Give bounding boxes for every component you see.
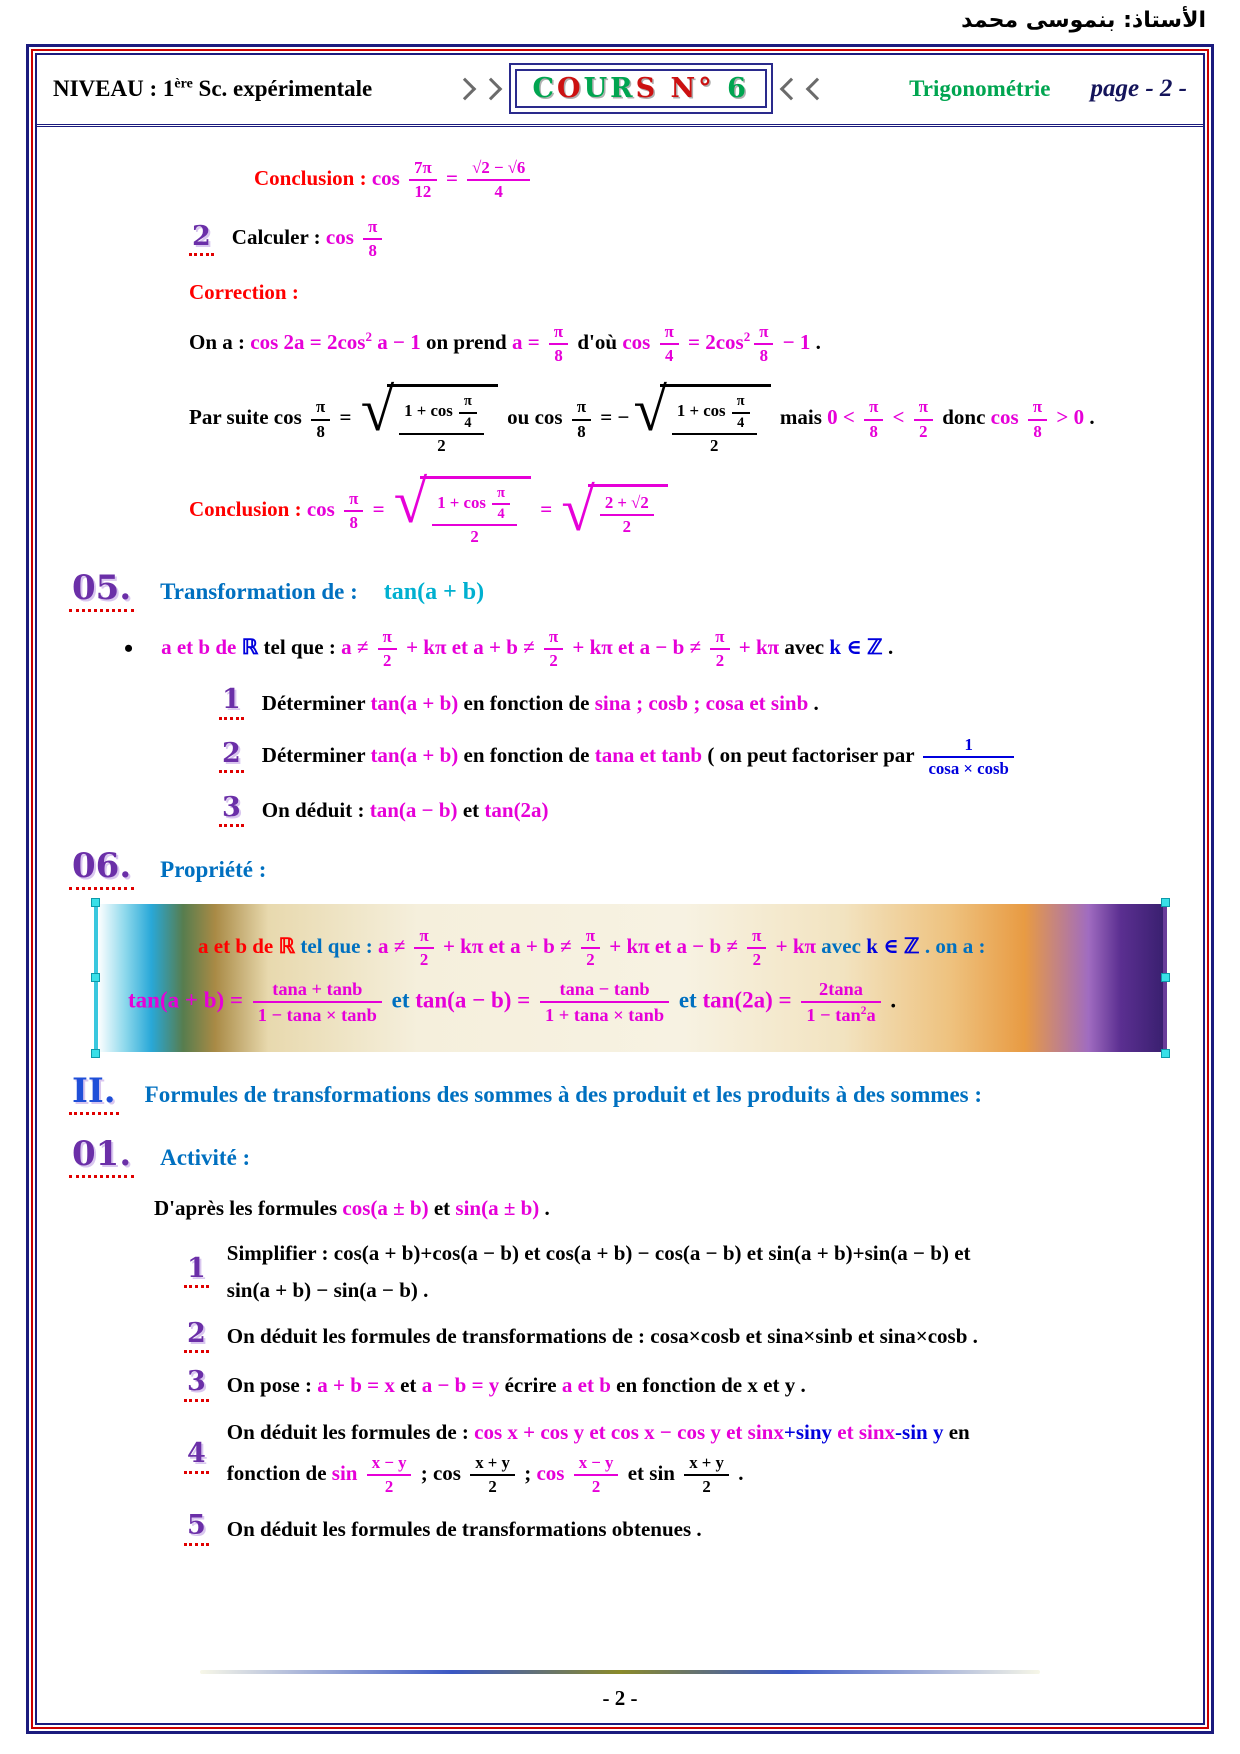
bullet-icon: • [124,634,134,664]
niveau-prefix: NIVEAU : 1 [53,75,175,101]
section-title: Formules de transformations des sommes à des produit et les produits à des sommes : [144,1082,983,1108]
section-number: 06. [69,849,134,890]
niveau-label [53,76,372,102]
deduit-formules-line-1: On déduit les formules de : cos x + cos y et cos x − cos y et sinx+siny et sinx-sin y en [226,1419,970,1444]
item-number: 4 [184,1440,209,1473]
item-number: 1 [219,686,244,719]
section-title: Transformation de : [160,579,358,605]
on-a-line: On a : $\cos 2a = 2\cos^2$ a − 1 on prend a = $\frac{\pi}{8}$ d'où cos $\frac{\pi}{4}$ = $2\cos^2$ $\frac{\pi}{8}$ − 1 . [189,322,821,366]
section-II-heading [69,1071,1177,1115]
calculer-item [189,217,1177,261]
property-condition-line: a et b de ℝ tel que : a ≠ $\frac{\pi}{2}$ + kπ et a + b ≠ $\frac{\pi}{2}$ + kπ et a − b ≠ $\frac{\pi}{2}$ + kπ avec k ∈ ℤ . on a : [198,925,986,970]
determiner-item-2 [219,735,1177,779]
niveau-suffix: Sc. expérimentale [192,75,373,101]
activite-item-5 [184,1512,1177,1545]
dapres-line: D'après les formules cos(a ± b) et sin(a ± b) . [154,1195,550,1220]
simplifier-line-1: Simplifier : cos(a + b)+cos(a − b) et cos(a + b) − cos(a − b) et sin(a + b)+sin(a − b) et [226,1241,971,1266]
page-frame-outer [26,44,1214,1734]
course-title-badge: COURS N° 6 [509,63,773,114]
header-right [909,75,1187,103]
activite-item-3 [184,1368,1177,1401]
item-number: 2 [219,740,244,773]
reals-condition-line [124,627,1177,671]
item-number: 5 [184,1512,209,1545]
correction-heading: Correction : [189,279,299,304]
item-number: 1 [184,1255,209,1288]
item-number: 3 [219,794,244,827]
deduit-formules-line-2: fonction de sin $\frac{x - y}{2}$ ; cos $\frac{x + y}{2}$ ; cos $\frac{x - y}{2}$ et sin $\frac{x + y}{2}$ . [226,1453,744,1497]
activite-item-2 [184,1320,1177,1353]
section-number: 01. [69,1137,134,1178]
item-number: 2 [189,223,214,256]
section-number: 05. [69,571,134,612]
document-content [37,127,1203,1662]
page-frame-inner [35,53,1205,1725]
simplifier-line-2: sin(a + b) − sin(a − b) . [226,1277,429,1302]
activite-item-4 [184,1417,1177,1498]
deduit-obtenues-formula: On déduit les formules de transformations obtenues . [226,1516,702,1541]
section-05-heading [69,568,1177,612]
deduit-formules-lines [227,1417,970,1498]
section-number: II. [69,1074,119,1115]
conclusion-pi8-line: Conclusion : cos $\frac{\pi}{8}$ = √ 1 + cos $\frac{\pi}{4}$ 2 = √ $\frac{2 + √2}{2}$ [189,473,1177,549]
page-footer [37,1662,1203,1723]
selection-handle-icon [91,973,100,982]
deduit-transformations-formula: On déduit les formules de transformations de : cosa×cosb et sina×sinb et sina×cosb . [226,1324,978,1349]
section-06-heading [69,846,1177,890]
on-pose-formula: On pose : a + b = x et a − b = y écrire a et b en fonction de x et y . [226,1372,806,1397]
selection-handle-icon [1161,973,1170,982]
reals-condition-formula: a et b de ℝ tel que : a ≠ $\frac{\pi}{2}$ + kπ et a + b ≠ $\frac{\pi}{2}$ + kπ et a − b ≠ $\frac{\pi}{2}$ + kπ avec k ∈ ℤ . [161,626,894,671]
page-number: - 2 - [602,1686,638,1710]
section-05-formula: tan(a + b) [383,579,485,606]
teacher-name-arabic: الأستاذ: بنموسى محمد [961,8,1206,33]
section-title: Activité : [160,1145,251,1171]
selection-handle-icon [1161,898,1170,907]
chevron-left-icon [806,77,829,100]
property-formulas-line: tan(a + b) = $\frac{\tan a + \tan b}{1 - \tan a \times \tan b}$ et tan(a − b) = $\frac{\tan a - \tan b}{1 + \tan a \times \tan b}$ et tan(2a) = $\frac{2\tan a}{1 - \tan^2a}$ . [128,979,897,1026]
page-frame-mid [31,49,1209,1729]
chevron-left-icon [780,77,803,100]
property-box [94,904,1167,1052]
footer-rule [200,1670,1040,1674]
header-band [37,55,1203,127]
page-label: page - 2 - [1090,74,1187,102]
selection-handle-icon [1161,1049,1170,1058]
section-title: Propriété : [160,857,267,883]
chevron-right-icon [479,77,502,100]
selection-handle-icon [91,1049,100,1058]
item-number: 3 [184,1368,209,1401]
deduit-item-3 [219,791,1177,827]
niveau-sup: ère [174,75,193,91]
determiner-2-formula: Déterminer tan(a + b) en fonction de tana et tanb ( on peut factoriser par $\frac{1}{\cos a \times \cos b}$ [262,735,1018,779]
determiner-1-formula: Déterminer tan(a + b) en fonction de sina ; cosb ; cosa et sinb . [261,690,819,715]
selection-handle-icon [91,898,100,907]
activite-item-1 [184,1238,1177,1305]
simplifier-lines [227,1238,971,1305]
conclusion-7pi12-line: Conclusion : cos $\frac{7\pi}{12}$ = $\frac{√2 - √6}{4}$ [254,158,1177,202]
determiner-item-1 [219,686,1177,719]
course-badge-zone [457,63,825,114]
chevron-right-icon [453,77,476,100]
par-suite-line: Par suite cos $\frac{\pi}{8}$ = √ 1 + cos $\frac{\pi}{4}$ 2 ou cos $\frac{\pi}{8}$ = − √ 1 + cos $\frac{\pi}{4}$ 2 mais 0 < $\frac{\pi}{8}$ < $\frac{\pi}{2}$ donc cos $\frac{\pi}{8}$ > 0 . [189,381,1177,457]
item-number: 2 [184,1320,209,1353]
calculer-formula: Calculer : cos $\frac{\pi}{8}$ [232,217,387,261]
section-01-heading [69,1134,1177,1178]
subject-label: Trigonométrie [909,75,1051,101]
deduit-3-formula: On déduit : tan(a − b) et tan(2a) [261,798,549,823]
